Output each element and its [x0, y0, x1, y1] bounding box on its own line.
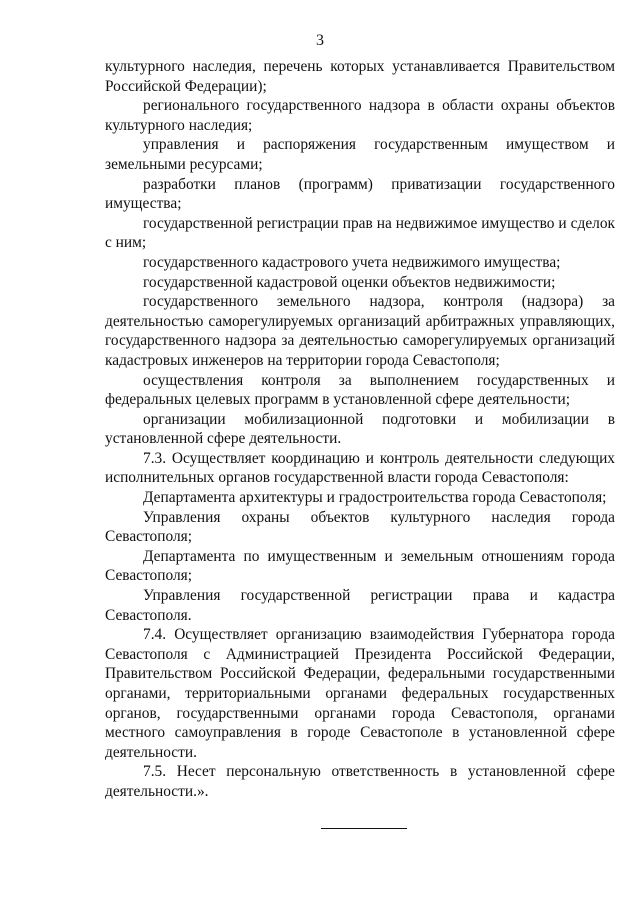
paragraph: государственного кадастрового учета недвижимого имущества; — [143, 253, 561, 271]
section-7-4: 7.4. Осуществляет организацию взаимодействия Губернатора города Севастополя с Администрацией Президента Российской Федерации, Правительством Российской Федерации, федеральными государственными органами, территориальными органами федеральных государственных органов, государственными органами города Севастополя, органами местного самоуправления в городе Севастополе в установленной сфере деятельности. — [105, 626, 615, 761]
paragraph: осуществления контроля за выполнением государственных и федеральных целевых программ в установленной сфере деятельности; — [105, 371, 615, 409]
section-7-3: 7.3. Осуществляет координацию и контроль деятельности следующих исполнительных органов государственной власти города Севастополя: — [105, 449, 615, 487]
paragraph-continuation: культурного наследия, перечень которых устанавливается Правительством Российской Федерации); — [105, 58, 615, 95]
paragraph: разработки планов (программ) приватизации государственного имущества; — [105, 175, 615, 213]
paragraph: Департамента архитектуры и градостроительства города Севастополя; — [143, 489, 607, 507]
section-7-5: 7.5. Несет персональную ответственность в установленной сфере деятельности.». — [105, 763, 615, 800]
paragraph: государственной кадастровой оценки объектов недвижимости; — [143, 273, 556, 291]
paragraph: Управления охраны объектов культурного наследия города Севастополя; — [105, 508, 615, 546]
paragraph: государственного земельного надзора, контроля (надзора) за деятельностью саморегулируемых организаций арбитражных управляющих, государственного надзора за деятельностью саморегулируемых организаций кадастровых инженеров на территории города Севастополя; — [105, 293, 615, 369]
paragraph: управления и распоряжения государственным имуществом и земельными ресурсами; — [105, 136, 615, 173]
paragraph: Департамента по имущественным и земельным отношениям города Севастополя; — [105, 547, 615, 585]
paragraph: государственной регистрации прав на недвижимое имущество и сделок с ним; — [105, 214, 615, 252]
closing-divider — [321, 828, 407, 829]
paragraph: Управления государственной регистрации права и кадастра Севастополя. — [105, 587, 615, 624]
paragraph: организации мобилизационной подготовки и мобилизации в установленной сфере деятельности. — [105, 410, 615, 448]
paragraph: регионального государственного надзора в области охраны объектов культурного наследия; — [105, 97, 615, 134]
document-body — [105, 57, 615, 802]
page-number: 3 — [316, 32, 324, 49]
